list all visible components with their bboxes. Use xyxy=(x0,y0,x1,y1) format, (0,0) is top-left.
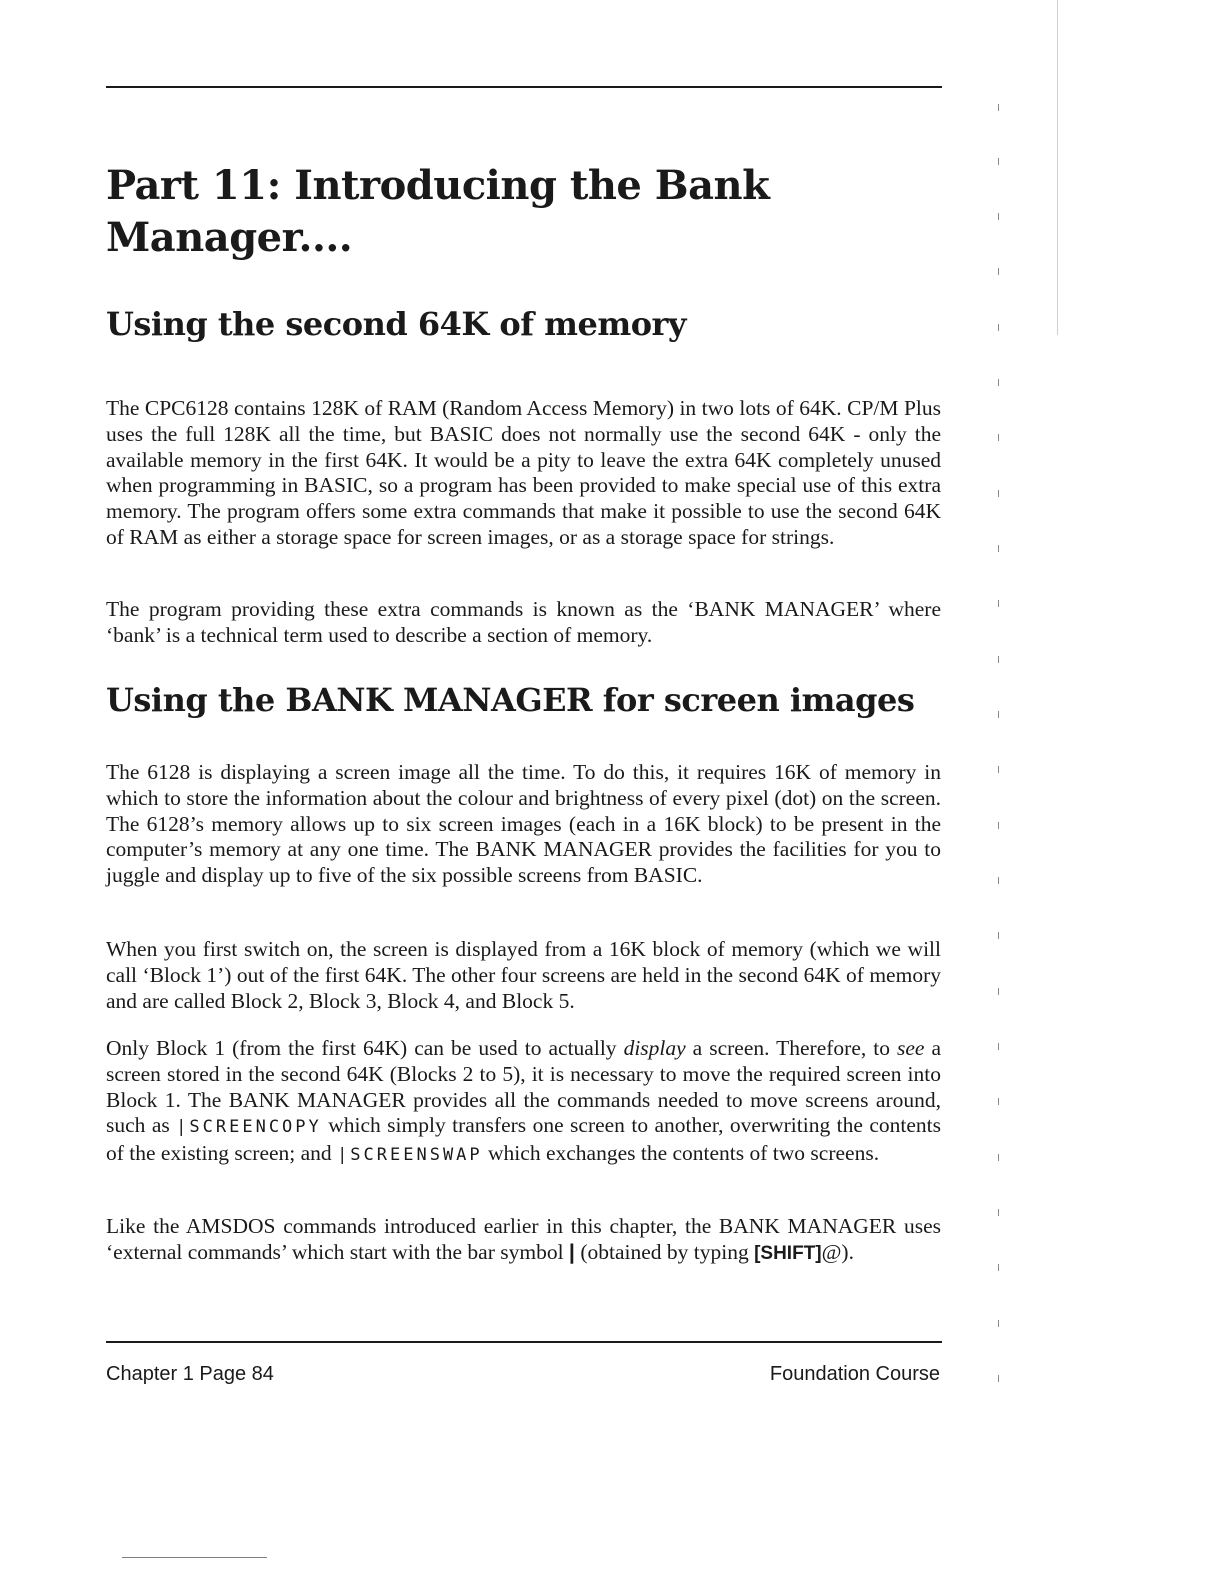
scan-margin-mark xyxy=(998,379,999,386)
scan-margin-mark xyxy=(998,1264,999,1271)
paragraph-external-commands xyxy=(106,1214,941,1267)
section-heading-second-64k: Using the second 64K of memory xyxy=(106,305,686,343)
footer-chapter-page: Chapter 1 Page 84 xyxy=(106,1363,274,1385)
command-screencopy: |SCREENCOPY xyxy=(176,1117,322,1138)
scan-margin-mark xyxy=(998,104,999,111)
text-run: Only Block 1 (from the first 64K) can be used to actually xyxy=(106,1036,624,1060)
text-run: (obtained by typing xyxy=(574,1239,755,1264)
scan-artifact-line xyxy=(122,1557,267,1558)
section-heading-screen-images: Using the BANK MANAGER for screen images xyxy=(106,681,915,719)
scan-margin-line xyxy=(1057,0,1058,335)
paragraph-cpc6128-ram: The CPC6128 contains 128K of RAM (Random Access Memory) in two lots of 64K. CP/M Plus uses the full 128K all the time, but BASIC does not normally use the second 64K - only the available memory in the first 64K. It would be a pity to leave the extra 64K completely unused when programming in BASIC, so a program has been provided to make special use of this extra memory. The program offers some extra commands that make it possible to use the second 64K of RAM as either a storage space for screen images, or as a storage space for strings. xyxy=(106,396,941,549)
scan-margin-mark xyxy=(998,268,999,275)
scan-margin-mark xyxy=(998,877,999,884)
top-rule xyxy=(106,86,942,88)
emphasis-see: see xyxy=(896,1036,925,1060)
scan-margin-mark xyxy=(998,711,999,718)
scan-margin-mark xyxy=(998,434,999,441)
text-run: a screen stored in the second 64K (Blocks 2 to 5), it is necessary to move the required screen into Block 1. The BANK MANAGER provides all the commands needed to move screens around, such as xyxy=(106,1036,941,1138)
scan-margin-mark xyxy=(998,1375,999,1382)
scan-margin-mark xyxy=(998,766,999,773)
text-run: Like the AMSDOS commands introduced earlier in this chapter, the BANK MANAGER uses ‘external commands’ which start with the bar symbol xyxy=(106,1214,941,1264)
scan-margin-mark xyxy=(998,988,999,995)
text-run: which simply transfers one screen to another, overwriting the contents of the existing screen; and xyxy=(106,1113,941,1166)
scan-margin-mark xyxy=(998,600,999,607)
text-run: which exchanges the contents of two screens. xyxy=(482,1141,880,1166)
scan-margin-mark xyxy=(998,213,999,220)
scan-margin-mark xyxy=(998,822,999,829)
scan-margin-mark xyxy=(998,490,999,497)
scan-margin-mark xyxy=(998,656,999,663)
emphasis-display: display xyxy=(623,1036,686,1060)
scan-margin-mark xyxy=(998,1320,999,1327)
shift-key-label: [SHIFT] xyxy=(754,1242,822,1264)
command-screenswap: |SCREENSWAP xyxy=(337,1145,483,1166)
scan-margin-mark xyxy=(998,545,999,552)
bottom-rule xyxy=(106,1341,942,1343)
scan-margin-mark xyxy=(998,1098,999,1105)
paragraph-screen-image: The 6128 is displaying a screen image all the time. To do this, it requires 16K of memory in which to store the information about the colour and brightness of every pixel (dot) on the screen. The 6128’s memory allows up to six screen images (each in a 16K block) to be present in the computer’s memory at any one time. The BANK MANAGER provides the facilities for you to juggle and display up to five of the six possible screens from BASIC. xyxy=(106,760,941,888)
scan-margin-mark xyxy=(998,324,999,331)
footer-course-name: Foundation Course xyxy=(769,1363,940,1385)
bar-symbol: | xyxy=(568,1239,575,1264)
paragraph-display-commands xyxy=(106,1036,941,1169)
scan-margin-mark xyxy=(998,1154,999,1161)
scan-margin-mark xyxy=(998,158,999,165)
scan-margin-mark xyxy=(998,932,999,939)
scan-margin-mark xyxy=(998,1209,999,1216)
text-run: a screen. Therefore, to xyxy=(685,1036,897,1060)
text-run: @). xyxy=(821,1239,854,1264)
scan-margin-mark xyxy=(998,1043,999,1050)
paragraph-block-1: When you first switch on, the screen is displayed from a 16K block of memory (which we will call ‘Block 1’) out of the first 64K. The other four screens are held in the second 64K of memory and are called Block 2, Block 3, Block 4, and Block 5. xyxy=(106,937,941,1013)
page-title: Part 11: Introducing the Bank Manager.... xyxy=(106,162,770,261)
paragraph-bank-manager-intro: The program providing these extra commands is known as the ‘BANK MANAGER’ where ‘bank’ is a technical term used to describe a section of memory. xyxy=(106,597,941,647)
